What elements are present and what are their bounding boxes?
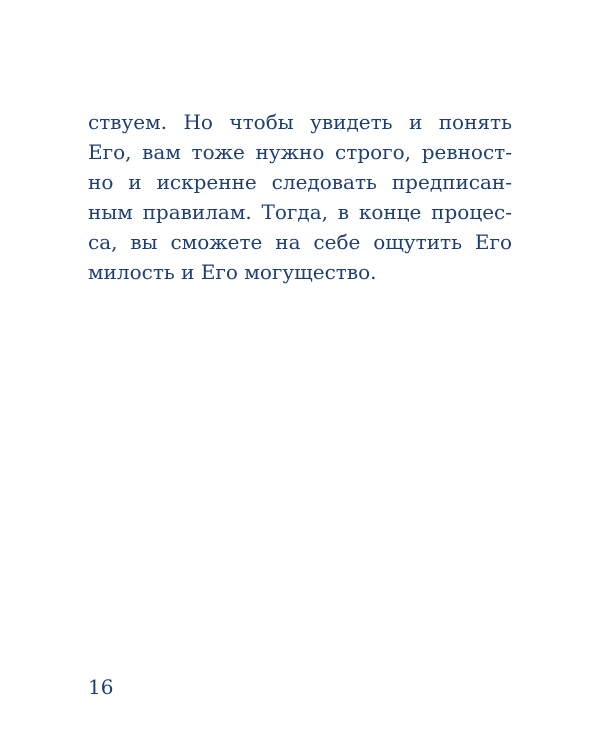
text-line-3: но и искренне следовать предписан- — [88, 170, 512, 194]
text-line-2: Его, вам тоже нужно строго, ревност- — [88, 140, 512, 164]
page-number: 16 — [88, 675, 114, 699]
text-line-4: ным правилам. Тогда, в конце процес- — [88, 200, 512, 224]
text-line-6: милость и Его могущество. — [88, 260, 377, 284]
text-line-1: ствуем. Но чтобы увидеть и понять — [88, 110, 512, 134]
text-line-5: са, вы сможете на себе ощутить Его — [88, 230, 512, 254]
body-text — [88, 107, 512, 287]
